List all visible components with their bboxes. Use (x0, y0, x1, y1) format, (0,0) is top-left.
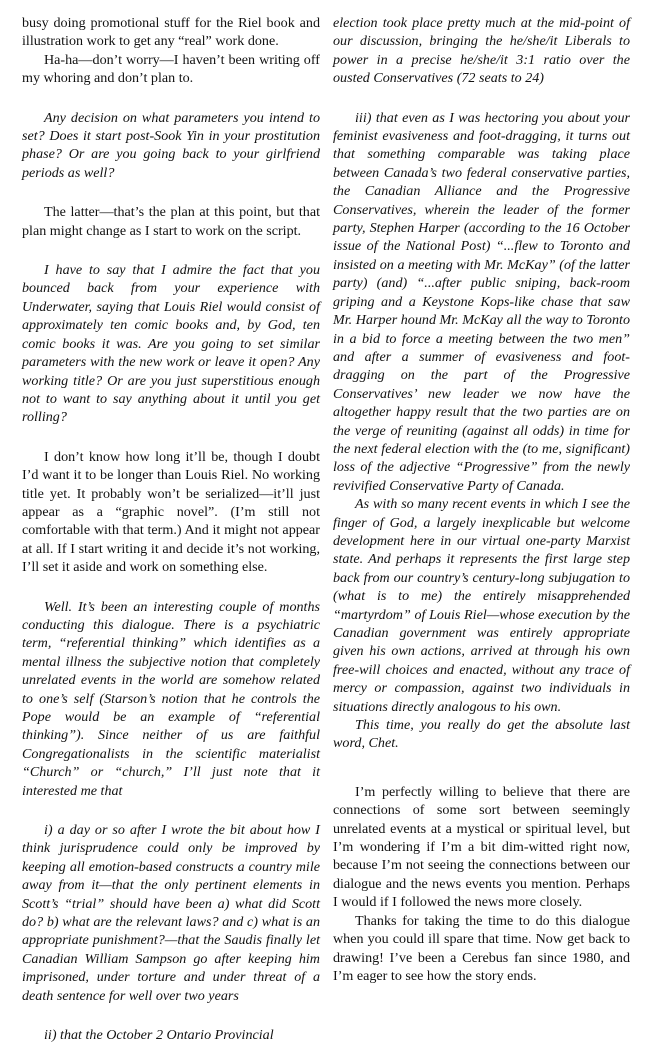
list-item-ii-start: ii) that the October 2 Ontario Provincial (44, 1027, 274, 1044)
list-item-i: i) a day or so after I wrote the bit about how I think jurisprudence could only be improved by keeping all emotion-based constructs a country mile away from it—that the only pertinent elements in Scott’s “trial” should have been a) what did Scott do? b) what are the relevant laws? and c) what is an appropriate punishment?—that the Saudis finally let Canadian William Sampson go after keeping him imprisoned, under torture and under threat of a death sentence for well over two years (22, 822, 320, 1004)
answer-length: I don’t know how long it’ll be, though I doubt I’d want it to be longer than Louis Riel. No working title yet. It probably won’t be serialized—it’ll just appear as a “graphic novel”. (I’m still not comfortable with that term.) And it might not appear at all. If I start writing it and decide it’s not working, I’ll set it aside and work on something else. (22, 448, 320, 576)
paragraph-last-word: This time, you really do get the absolute last word, Chet. (333, 717, 630, 752)
paragraph-promotional-stuff: busy doing promotional stuff for the Riel book and illustration work to get any “real” work done. (22, 15, 320, 50)
list-item-ii-continued: election took place pretty much at the mid-point of our discussion, bringing the he/she/it Liberals to power in a precise he/she/it 3:1 ratio over the ousted Conservatives (72 seats to 24) (333, 15, 630, 87)
right-column (333, 14, 630, 985)
paragraph-ha-ha: Ha-ha—don’t worry—I haven’t been writing off my whoring and don’t plan to. (22, 51, 320, 87)
question-working-title: I have to say that I admire the fact that you bounced back from your experience with Underwater, saying that Louis Riel would consist of approximately ten comic books and, by God, ten comic books it was. Are you going to set similar parameters with the new work or leave it open? Any working title? Or are you just superstitious enough not to want to say anything about it until you get rolling? (22, 262, 320, 426)
answer-the-latter: The latter—that’s the plan at this point, but that plan might change as I start to work on the script. (22, 204, 320, 239)
answer-thanks: Thanks for taking the time to do this dialogue when you could ill spare that time. Now get back to drawing! I’ve been a Cerebus fan since 1980, and I’m eager to see how the story ends. (333, 912, 630, 984)
question-parameters: Any decision on what parameters you intend to set? Does it start post-Sook Yin in your prostitution phase? Or are you going back to your girlfriend periods as well? (22, 109, 320, 181)
left-column (22, 14, 320, 1045)
paragraph-finger-of-god: As with so many recent events in which I see the finger of God, a largely inexplicable but welcome development here in our virtual one-party Marxist state. And perhaps it represents the first large step back from our country’s century-long subjugation to (what is to me) the entirely misapprehended “martyrdom” of Louis Riel—whose execution by the Canadian government was entirely appropriate given his own actions, arrived at through his own free-will choices and enacted, without any trace of mercy or compassion, against two individuals in situations directly analogous to his own. (333, 496, 630, 715)
question-referential-thinking: Well. It’s been an interesting couple of months conducting this dialogue. There is a psychiatric term, “referential thinking” which identifies as a mental illness the subjective notion that completely unrelated events in the world are somehow related to one’s self (Starson’s notion that he controls the Pope would be an example of “referential thinking”). Since neither of us are faithful Congregationalists in the scientific materialist “Church” or “church,” I’ll just note that it interested me that (22, 598, 320, 799)
answer-connections: I’m perfectly willing to believe that there are connections of some sort between seemingly unrelated events at a mystical or spiritual level, but I’m wondering if I’m a bit dim-witted right now, because I’m not seeing the connections between our dialogue and the news events you mention. Perhaps I would if I followed the news more closely. (333, 783, 630, 911)
list-item-iii: iii) that even as I was hectoring you about your feminist evasiveness and foot-dragging, it turns out that something comparable was taking place between Canada’s two federal conservative parties, the Canadian Alliance and the Progressive Conservatives, wherein the leader of the former party, Stephen Harper (according to the 16 October issue of the National Post) “...flew to Toronto and insisted on a meeting with Mr. McKay” (of the latter party) (and) “...after public sniping, back-room griping and a Keystone Kops-like chase that saw Mr. Harper hound Mr. McKay all the way to Toronto in a bid to force a meeting between the two men” and after a summer of evasiveness and foot-dragging on the part of the Progressive Conservatives’ new leader we now have the altogether happy result that the two parties are on the verge of reuniting (against all odds) in time for the next federal election with the (to me, significant) loss of the adjective “Progressive” from the newly revivified Conservative Party of Canada. (333, 109, 630, 494)
